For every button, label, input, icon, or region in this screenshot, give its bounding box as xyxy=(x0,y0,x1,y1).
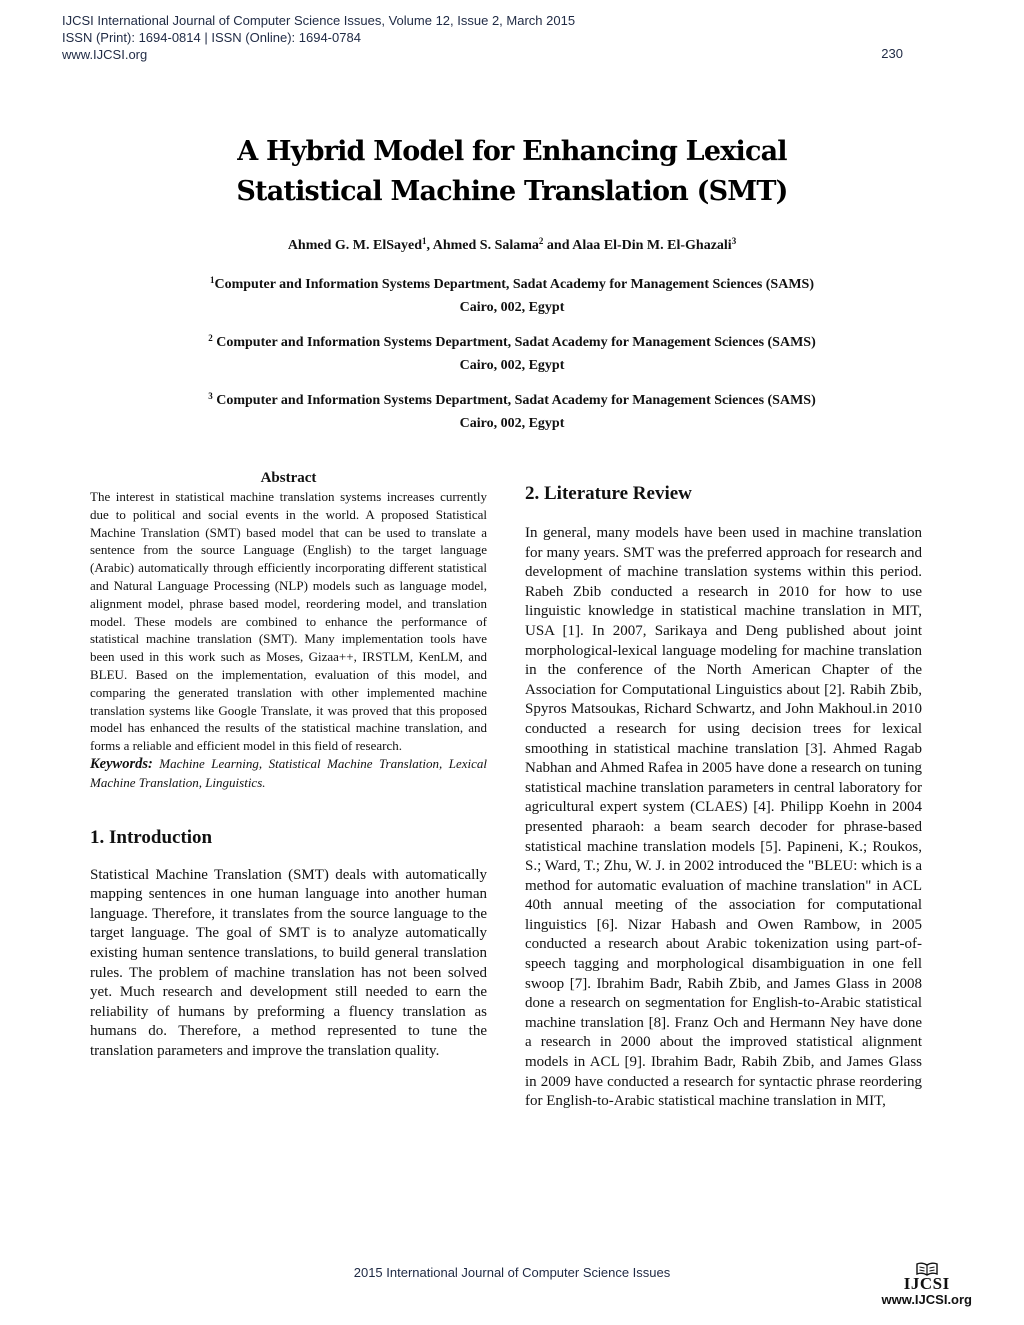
title-line-2: Statistical Machine Translation (SMT) xyxy=(236,176,788,207)
author-name: Alaa El-Din M. El-Ghazali xyxy=(572,238,732,253)
affiliation-1 xyxy=(0,273,1024,319)
affiliation-2 xyxy=(0,331,1024,377)
keywords xyxy=(90,755,487,792)
page-footer: 2015 International Journal of Computer Science Issues xyxy=(353,1265,671,1280)
affiliation-sup: 3 xyxy=(208,391,213,401)
author-list xyxy=(0,238,1024,254)
abstract-heading: Abstract xyxy=(260,470,317,486)
affiliation-3 xyxy=(0,389,1024,435)
ijcsi-logo xyxy=(881,1262,972,1308)
paper-title xyxy=(0,132,1024,212)
author-sep: , xyxy=(426,238,433,253)
author-sup: 2 xyxy=(538,236,544,246)
literature-heading: 2. Literature Review xyxy=(525,483,692,504)
author-sep: and xyxy=(543,238,573,253)
keywords-label: Keywords: xyxy=(90,755,153,772)
affiliation-line xyxy=(0,389,1024,412)
issn-line: ISSN (Print): 1694-0814 | ISSN (Online): 1694-0784 xyxy=(62,30,361,45)
affiliation-dept: Computer and Information Systems Department, Sadat Academy for Management Sciences (SAMS) xyxy=(212,393,816,408)
affiliation-city: Cairo, 002, Egypt xyxy=(459,358,565,373)
logo-url[interactable]: www.IJCSI.org xyxy=(881,1292,972,1307)
right-column xyxy=(525,482,922,1112)
affiliation-city: Cairo, 002, Egypt xyxy=(459,300,565,315)
website-link[interactable]: www.IJCSI.org xyxy=(62,47,148,62)
affiliation-line xyxy=(0,331,1024,354)
affiliation-dept: Computer and Information Systems Department, Sadat Academy for Management Sciences (SAMS) xyxy=(214,277,814,292)
abstract-text: The interest in statistical machine translation systems increases currently due to political and social events in the world. A proposed Statistical Machine Translation (SMT) based model that can be used to translate a sentence from the source Language (English) to the target language (Arabic) automatically through efficiently incorporating different statistical and Natural Language Processing (NLP) models such as language model, alignment model, phrase based model, reordering model, and translation model. These models are combined to enhance the performance of statistical machine translation (SMT). Many implementation tools have been used in this work such as Moses, Gizaa++, IRSTLM, KenLM, and BLEU. Based on the implementation, evaluation of this model, and comparing the generated translation with other implemented machine translation systems like Google Translate, it was proved that this proposed model has enhanced the results of the statistical machine translation, and forms a reliable and efficient model in this field of research. xyxy=(90,489,487,754)
logo-text: IJCSI xyxy=(903,1274,950,1293)
title-line-1: A Hybrid Model for Enhancing Lexical xyxy=(237,136,787,167)
running-header xyxy=(62,12,575,63)
author-sup: 1 xyxy=(422,236,427,246)
affiliation-sup: 2 xyxy=(208,333,213,343)
affiliation-sup: 1 xyxy=(210,275,215,285)
introduction-heading: 1. Introduction xyxy=(90,826,213,848)
journal-line: IJCSI International Journal of Computer Science Issues, Volume 12, Issue 2, March 2015 xyxy=(62,13,576,28)
left-column xyxy=(90,468,487,1061)
author-name: Ahmed S. Salama xyxy=(432,238,539,253)
introduction-text: Statistical Machine Translation (SMT) deals with automatically mapping sentences in one human language into another human language. Therefore, it translates from the source language to the target language. The goal of SMT is to analyze automatically existing human sentence translations, to build general translation rules. The problem of machine translation has not been solved yet. Much research and development still needed to earn the reliability of humans by preforming a fluency translation as humans do. Therefore, a method represented to tune the translation parameters and improve the translation quality. xyxy=(90,866,487,1059)
affiliation-city: Cairo, 002, Egypt xyxy=(459,416,565,431)
affiliation-line xyxy=(0,273,1024,296)
author-sup: 3 xyxy=(731,236,737,246)
keywords-list: Machine Learning, Statistical Machine Translation, Lexical Machine Translation, Linguistics. xyxy=(90,755,487,790)
affiliation-dept: Computer and Information Systems Department, Sadat Academy for Management Sciences (SAMS) xyxy=(212,335,816,350)
author-name: Ahmed G. M. ElSayed xyxy=(287,238,422,253)
page-number: 230 xyxy=(881,46,903,61)
literature-text: In general, many models have been used in machine translation for many years. SMT was the preferred approach for research and development of machine translation systems within this period. Rabeh Zbib conducted a research in 2010 for how to use linguistic knowledge in statistical machine translation in MIT, USA [1]. In 2007, Sarikaya and Deng published about joint morphological-lexical language modeling for machine translation in the conference of the North American Chapter of the Association for Computational Linguistics about [2]. Rabih Zbib, Spyros Matsoukas, Richard Schwartz, and John Makhoul.in 2010 conducted a research for using decision trees for lexical smoothing in statistical machine translation [3]. Ahmed Ragab Nabhan and Ahmed Rafea in 2005 have done a research on tuning statistical machine translation parameters in central laboratory for agricultural expert system (CLAES) [4]. Philipp Koehn in 2004 presented pharaoh: a beam search decoder for phrase-based statistical machine translation models [5]. Papineni, K.; Roukos, S.; Ward, T.; Zhu, W. J. in 2002 introduced the "BLEU: which is a method for automatic evaluation of machine translation" in ACL 40th annual meeting of the association for computational linguistics [6]. Nizar Habash and Owen Rambow, in 2005 conducted a research about Arabic tokenization using part-of-speech tagging and morphological disambiguation in one fell swoop [7]. Ibrahim Badr, Rabih Zbib, and James Glass in 2008 done a research on segmentation for English-to-Arabic statistical machine translation [8]. Franz Och and Hermann Ney have done a research in 2000 about the improved statistical alignment models in ACL [9]. Ibrahim Badr, Rabih Zbib, and James Glass in 2009 have conducted a research for syntactic phrase reordering for English-to-Arabic statistical machine translation in MIT, xyxy=(525,525,922,1110)
